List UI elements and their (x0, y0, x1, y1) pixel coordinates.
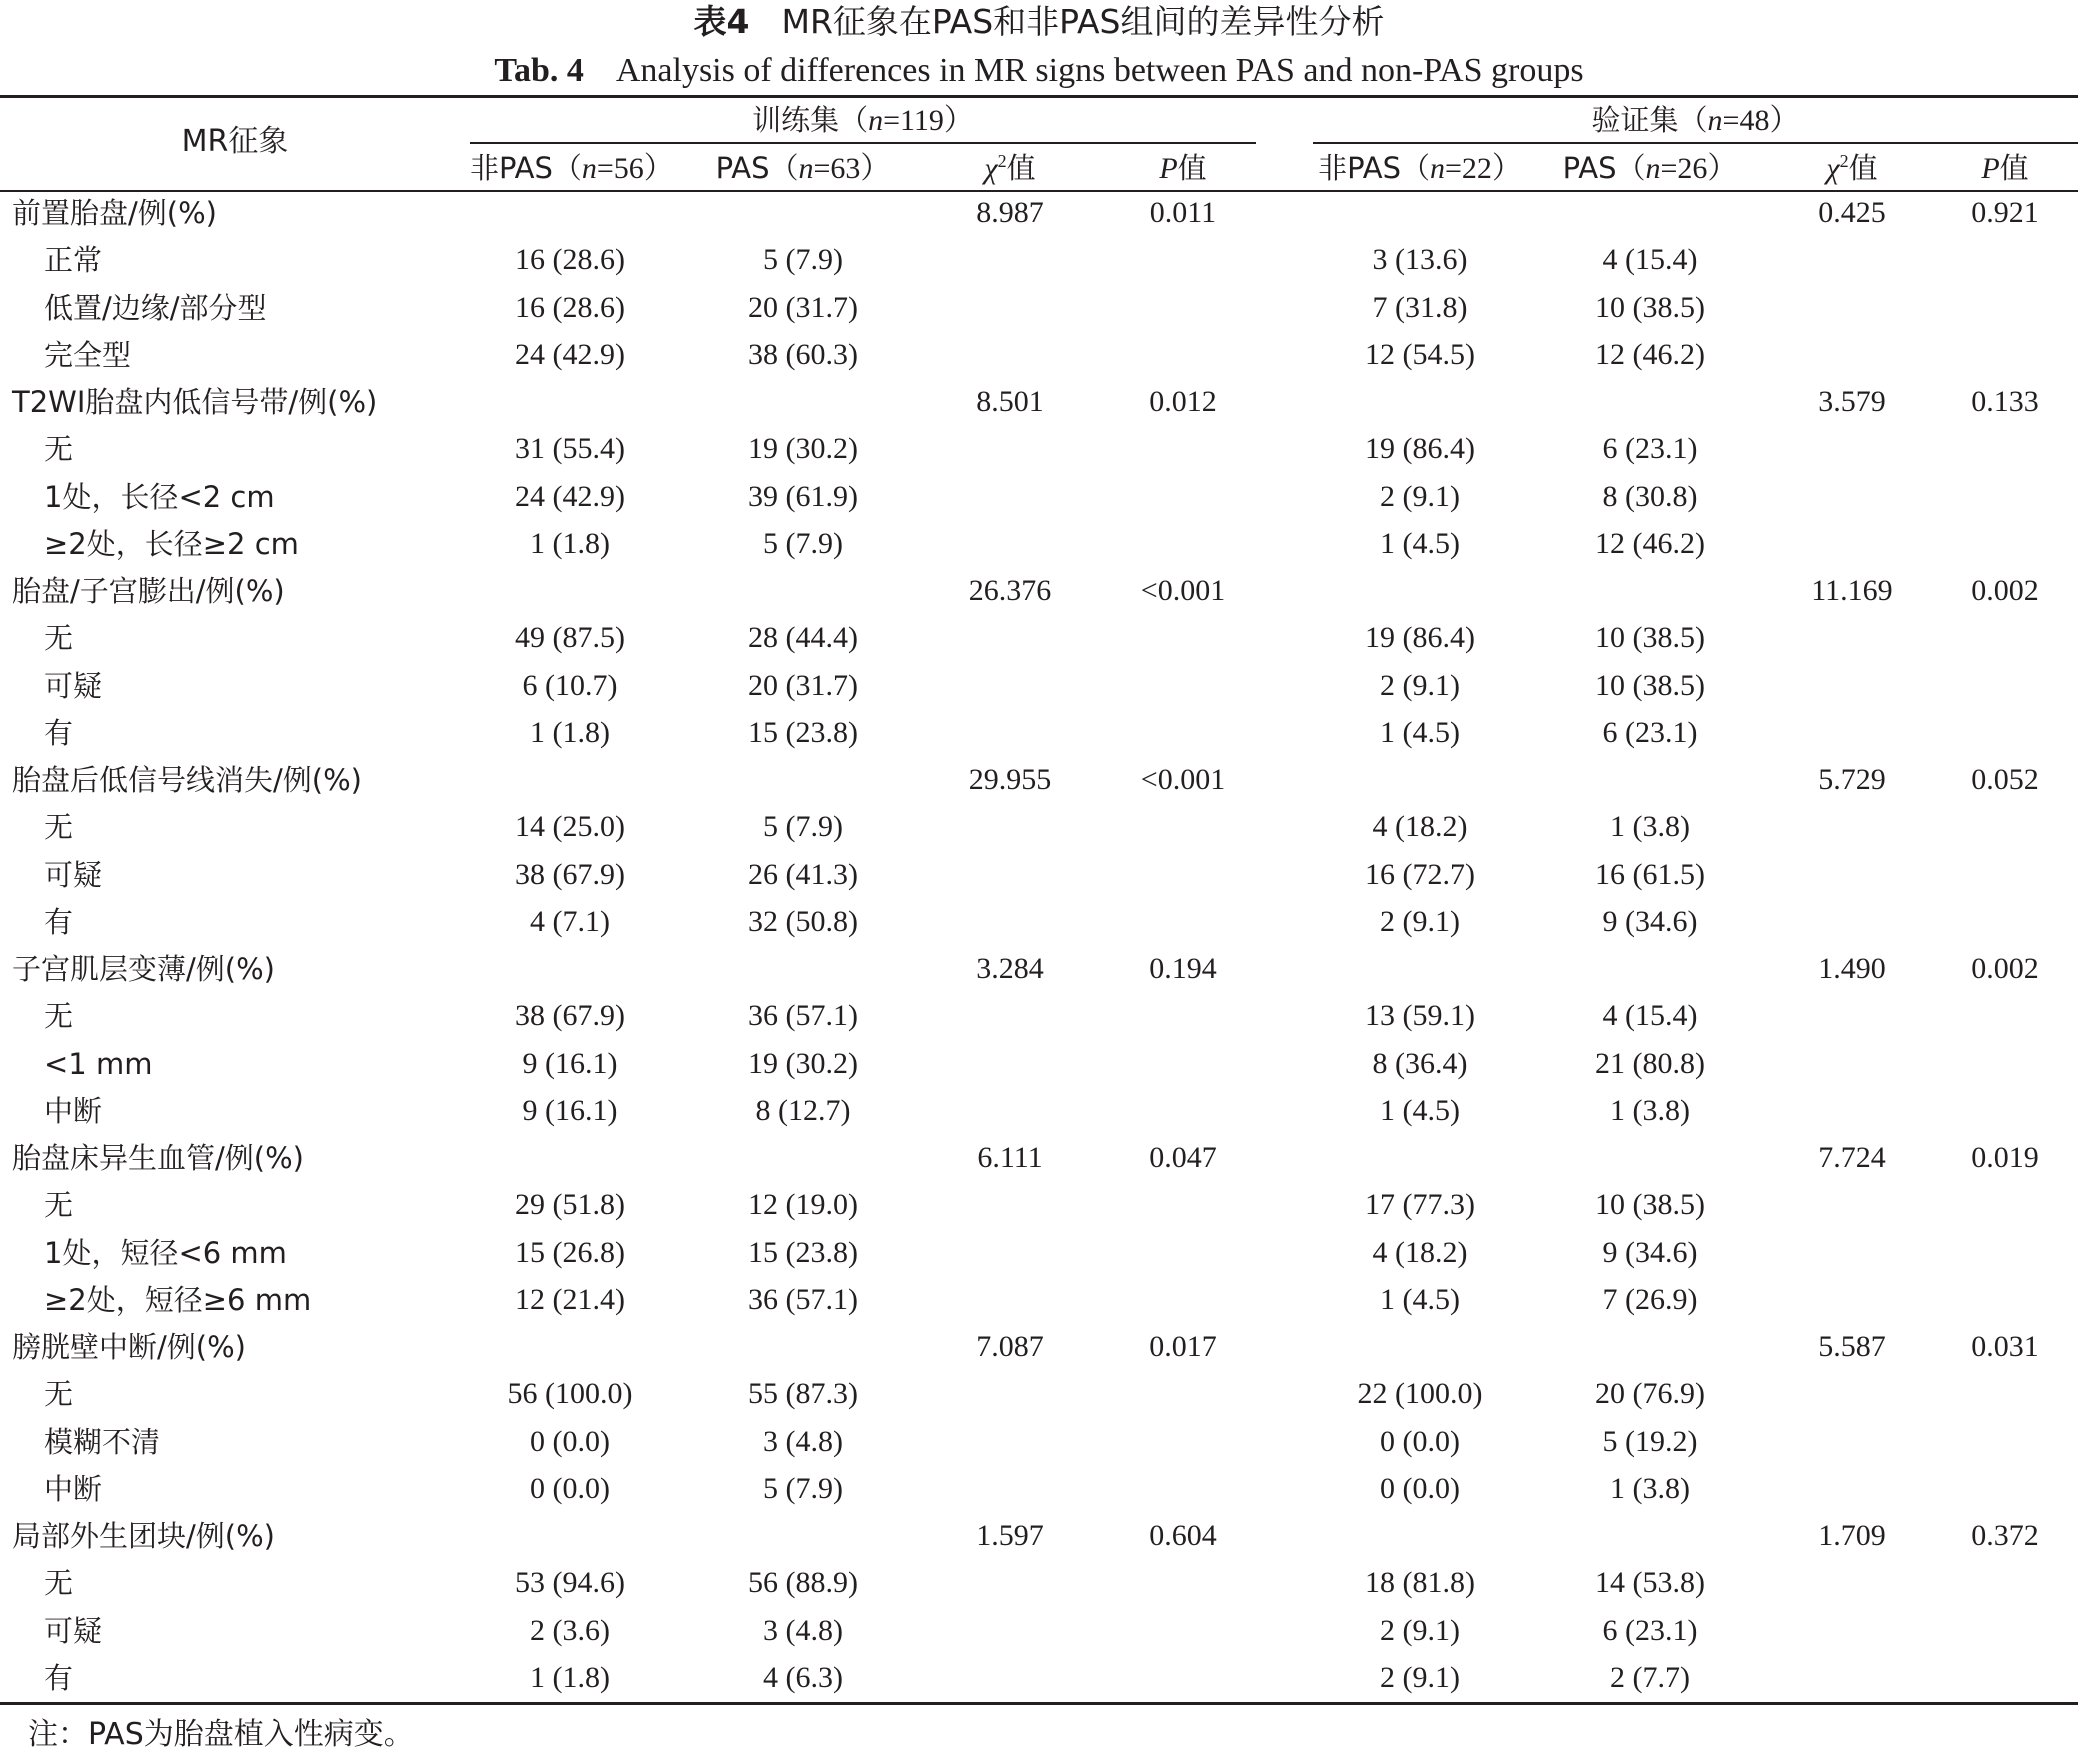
level-label: 中断 (44, 1472, 103, 1506)
level-label: 中断 (44, 1094, 103, 1128)
header-chi-val-symbol: χ (1826, 152, 1840, 185)
level-label: 低置/边缘/部分型 (44, 291, 267, 325)
cell-t-pas: 56 (88.9) (748, 1566, 858, 1599)
cell-t-p: 0.194 (1149, 952, 1217, 985)
cell-t-pas: 5 (7.9) (763, 527, 843, 560)
cell-v-pas: 14 (53.8) (1595, 1566, 1705, 1599)
header-nonpas-val-post: =22） (1444, 152, 1522, 185)
cell-t-pas: 3 (4.8) (763, 1425, 843, 1458)
cell-t-nonpas: 29 (51.8) (515, 1188, 625, 1221)
cell-v-p: 0.052 (1971, 763, 2039, 796)
cell-v-pas: 6 (23.1) (1602, 432, 1698, 465)
cell-t-nonpas: 1 (1.8) (530, 716, 610, 749)
cell-v-p: 0.002 (1971, 952, 2039, 985)
cell-v-p: 0.133 (1971, 385, 2039, 418)
cell-t-nonpas: 0 (0.0) (530, 1472, 610, 1505)
cell-v-nonpas: 18 (81.8) (1365, 1566, 1475, 1599)
cell-v-p: 0.372 (1971, 1519, 2039, 1552)
cell-v-pas: 4 (15.4) (1602, 243, 1698, 276)
bottom-rule (0, 1702, 2078, 1705)
level-label: 正常 (44, 243, 103, 277)
level-label: 1处，长径<2 cm (44, 480, 275, 514)
cell-v-nonpas: 0 (0.0) (1380, 1425, 1460, 1458)
cell-v-pas: 10 (38.5) (1595, 621, 1705, 654)
header-nonpas-train-n: n (581, 152, 597, 185)
header-pas-train-pre: PAS（ (715, 151, 799, 185)
cell-v-nonpas: 0 (0.0) (1380, 1472, 1460, 1505)
cell-v-nonpas: 19 (86.4) (1365, 621, 1475, 654)
cell-v-chi: 11.169 (1811, 574, 1893, 607)
header-validation-post: =48） (1722, 104, 1800, 137)
cell-v-nonpas: 8 (36.4) (1372, 1047, 1468, 1080)
table-footnote: 注：PAS为胎盘植入性病变。 (28, 1717, 414, 1752)
top-rule (0, 95, 2078, 98)
header-nonpas-train-pre: 非PAS（ (470, 151, 582, 185)
cell-t-p: 0.017 (1149, 1330, 1217, 1363)
table-title-cn: MR征象在PAS和非PAS组间的差异性分析 (781, 2, 1385, 41)
cell-v-pas: 12 (46.2) (1595, 527, 1705, 560)
cell-t-pas: 5 (7.9) (763, 1472, 843, 1505)
header-chi-val-suffix: 值 (1848, 151, 1878, 185)
header-pas-train-post: =63） (813, 152, 891, 185)
cell-v-p: 0.002 (1971, 574, 2039, 607)
cell-t-pas: 19 (30.2) (748, 1047, 858, 1080)
cell-v-chi: 5.587 (1818, 1330, 1886, 1363)
cell-v-nonpas: 22 (100.0) (1357, 1377, 1483, 1410)
cell-t-pas: 3 (4.8) (763, 1614, 843, 1647)
cell-t-pas: 20 (31.7) (748, 291, 858, 324)
cell-t-chi: 7.087 (976, 1330, 1044, 1363)
cell-t-nonpas: 0 (0.0) (530, 1425, 610, 1458)
cell-t-pas: 32 (50.8) (748, 905, 858, 938)
cell-v-nonpas: 1 (4.5) (1380, 527, 1460, 560)
cell-t-p: 0.012 (1149, 385, 1217, 418)
category-label: 胎盘床异生血管/例(%) (12, 1141, 304, 1175)
cell-v-pas: 10 (38.5) (1595, 1188, 1705, 1221)
level-label: 无 (44, 810, 74, 844)
cell-t-nonpas: 31 (55.4) (515, 432, 625, 465)
header-nonpas-train-post: =56） (596, 152, 674, 185)
level-label: 1处，短径<6 mm (44, 1236, 287, 1270)
header-validation-pre: 验证集（ (1591, 103, 1708, 137)
header-training-group (470, 100, 1256, 141)
cell-v-nonpas: 12 (54.5) (1365, 338, 1475, 371)
cell-v-nonpas: 17 (77.3) (1365, 1188, 1475, 1221)
header-pas-val-post: =26） (1660, 152, 1738, 185)
cell-v-nonpas: 7 (31.8) (1372, 291, 1468, 324)
level-label: 无 (44, 999, 74, 1033)
cell-v-pas: 12 (46.2) (1595, 338, 1705, 371)
cell-v-chi: 0.425 (1818, 196, 1886, 229)
level-label: 无 (44, 432, 74, 466)
cell-t-pas: 4 (6.3) (763, 1661, 843, 1694)
cell-v-pas: 8 (30.8) (1602, 480, 1698, 513)
level-label: 完全型 (44, 338, 132, 372)
cell-t-nonpas: 15 (26.8) (515, 1236, 625, 1269)
header-p-train (1113, 148, 1253, 189)
cell-t-nonpas: 38 (67.9) (515, 858, 625, 891)
cell-v-nonpas: 2 (9.1) (1380, 669, 1460, 702)
cell-v-nonpas: 2 (9.1) (1380, 480, 1460, 513)
cell-t-nonpas: 24 (42.9) (515, 338, 625, 371)
level-label: 有 (44, 1661, 74, 1695)
cell-v-nonpas: 1 (4.5) (1380, 716, 1460, 749)
header-pas-train (703, 148, 903, 189)
cell-t-p: 0.011 (1149, 196, 1217, 229)
cell-v-nonpas: 2 (9.1) (1380, 905, 1460, 938)
cell-t-pas: 8 (12.7) (755, 1094, 851, 1127)
cell-t-nonpas: 16 (28.6) (515, 291, 625, 324)
cell-v-pas: 2 (7.7) (1610, 1661, 1690, 1694)
cell-v-p: 0.921 (1971, 196, 2039, 229)
cell-t-nonpas: 9 (16.1) (522, 1094, 618, 1127)
cell-v-nonpas: 13 (59.1) (1365, 999, 1475, 1032)
category-label: 胎盘/子宫膨出/例(%) (12, 574, 285, 608)
header-nonpas-val-pre: 非PAS（ (1318, 151, 1430, 185)
cell-t-nonpas: 24 (42.9) (515, 480, 625, 513)
header-rule (0, 190, 2078, 192)
table-label-en: Tab. 4 (494, 52, 584, 89)
header-validation-n: n (1707, 104, 1723, 137)
header-chi-train-sup: 2 (997, 151, 1007, 171)
cell-t-pas: 20 (31.7) (748, 669, 858, 702)
cell-v-nonpas: 4 (18.2) (1372, 1236, 1468, 1269)
header-pas-val (1545, 148, 1755, 189)
level-label: ≥2处，短径≥6 mm (44, 1283, 312, 1317)
cell-t-chi: 29.955 (968, 763, 1052, 796)
header-training-n: n (868, 104, 884, 137)
cell-t-pas: 19 (30.2) (748, 432, 858, 465)
cell-t-nonpas: 38 (67.9) (515, 999, 625, 1032)
training-group-rule (470, 142, 1256, 144)
header-chi-val-sup: 2 (1839, 151, 1849, 171)
cell-v-pas: 21 (80.8) (1595, 1047, 1705, 1080)
cell-v-pas: 1 (3.8) (1610, 1472, 1690, 1505)
cell-v-chi: 1.490 (1818, 952, 1886, 985)
cell-v-pas: 6 (23.1) (1602, 1614, 1698, 1647)
cell-t-pas: 39 (61.9) (748, 480, 858, 513)
cell-v-p: 0.019 (1971, 1141, 2039, 1174)
header-p-val-symbol: P (1981, 152, 2000, 185)
header-nonpas-val-n: n (1429, 152, 1445, 185)
cell-t-nonpas: 2 (3.6) (530, 1614, 610, 1647)
cell-t-nonpas: 53 (94.6) (515, 1566, 625, 1599)
cell-v-pas: 7 (26.9) (1602, 1283, 1698, 1316)
category-label: 局部外生团块/例(%) (12, 1519, 275, 1553)
level-label: 无 (44, 1566, 74, 1600)
cell-t-nonpas: 56 (100.0) (507, 1377, 633, 1410)
cell-v-nonpas: 2 (9.1) (1380, 1614, 1460, 1647)
cell-v-nonpas: 1 (4.5) (1380, 1094, 1460, 1127)
cell-t-pas: 15 (23.8) (748, 1236, 858, 1269)
cell-t-pas: 26 (41.3) (748, 858, 858, 891)
level-label: 模糊不清 (44, 1425, 161, 1459)
header-p-train-suffix: 值 (1177, 151, 1207, 185)
header-pas-val-n: n (1645, 152, 1661, 185)
table-title-en: Analysis of differences in MR signs between PAS and non-PAS groups (615, 52, 1584, 89)
cell-t-pas: 28 (44.4) (748, 621, 858, 654)
header-pas-val-pre: PAS（ (1562, 151, 1646, 185)
table-caption-en (0, 50, 2078, 92)
cell-t-nonpas: 1 (1.8) (530, 527, 610, 560)
level-label: 可疑 (44, 669, 103, 703)
cell-v-pas: 1 (3.8) (1610, 810, 1690, 843)
cell-v-nonpas: 3 (13.6) (1372, 243, 1468, 276)
header-chi-val (1782, 148, 1922, 189)
cell-t-nonpas: 14 (25.0) (515, 810, 625, 843)
level-label: 可疑 (44, 858, 103, 892)
cell-t-nonpas: 6 (10.7) (522, 669, 618, 702)
level-label: 有 (44, 716, 74, 750)
cell-v-pas: 9 (34.6) (1602, 905, 1698, 938)
header-mr-sign: MR征象 (181, 124, 289, 159)
cell-t-pas: 5 (7.9) (763, 243, 843, 276)
cell-v-chi: 1.709 (1818, 1519, 1886, 1552)
cell-v-nonpas: 19 (86.4) (1365, 432, 1475, 465)
header-chi-train-symbol: χ (984, 152, 998, 185)
cell-v-pas: 1 (3.8) (1610, 1094, 1690, 1127)
header-p-val-suffix: 值 (1999, 151, 2029, 185)
cell-t-chi: 8.987 (976, 196, 1044, 229)
cell-t-pas: 5 (7.9) (763, 810, 843, 843)
cell-t-nonpas: 12 (21.4) (515, 1283, 625, 1316)
level-label: 无 (44, 1377, 74, 1411)
level-label: 无 (44, 621, 74, 655)
cell-v-p: 0.031 (1971, 1330, 2039, 1363)
cell-v-nonpas: 16 (72.7) (1365, 858, 1475, 891)
category-label: T2WI胎盘内低信号带/例(%) (12, 385, 378, 419)
header-validation-group (1313, 100, 2078, 141)
header-training-pre: 训练集（ (752, 103, 869, 137)
level-label: 可疑 (44, 1614, 103, 1648)
cell-t-nonpas: 9 (16.1) (522, 1047, 618, 1080)
category-label: 胎盘后低信号线消失/例(%) (12, 763, 362, 797)
cell-t-nonpas: 1 (1.8) (530, 1661, 610, 1694)
table-label-cn: 表4 (693, 2, 750, 41)
header-chi-train (940, 148, 1080, 189)
cell-t-nonpas: 49 (87.5) (515, 621, 625, 654)
cell-t-pas: 55 (87.3) (748, 1377, 858, 1410)
category-label: 膀胱壁中断/例(%) (12, 1330, 246, 1364)
cell-t-p: <0.001 (1140, 763, 1226, 796)
category-label: 前置胎盘/例(%) (12, 196, 217, 230)
cell-v-nonpas: 2 (9.1) (1380, 1661, 1460, 1694)
level-label: 有 (44, 905, 74, 939)
header-nonpas-train (470, 148, 674, 189)
cell-v-pas: 16 (61.5) (1595, 858, 1705, 891)
cell-v-pas: 4 (15.4) (1602, 999, 1698, 1032)
cell-t-chi: 26.376 (968, 574, 1052, 607)
cell-v-nonpas: 1 (4.5) (1380, 1283, 1460, 1316)
category-label: 子宫肌层变薄/例(%) (12, 952, 275, 986)
cell-t-p: <0.001 (1140, 574, 1226, 607)
cell-t-p: 0.604 (1149, 1519, 1217, 1552)
cell-t-chi: 8.501 (976, 385, 1044, 418)
level-label: <1 mm (44, 1047, 153, 1081)
cell-v-chi: 3.579 (1818, 385, 1886, 418)
cell-t-chi: 6.111 (977, 1141, 1043, 1174)
cell-t-pas: 36 (57.1) (748, 999, 858, 1032)
cell-t-pas: 12 (19.0) (748, 1188, 858, 1221)
level-label: ≥2处，长径≥2 cm (44, 527, 299, 561)
cell-t-nonpas: 16 (28.6) (515, 243, 625, 276)
header-p-val (1935, 148, 2075, 189)
cell-v-pas: 6 (23.1) (1602, 716, 1698, 749)
cell-v-pas: 5 (19.2) (1602, 1425, 1698, 1458)
cell-v-chi: 5.729 (1818, 763, 1886, 796)
validation-group-rule (1313, 142, 2078, 144)
header-p-train-symbol: P (1159, 152, 1178, 185)
header-training-post: =119） (883, 104, 974, 137)
cell-t-nonpas: 4 (7.1) (530, 905, 610, 938)
cell-v-pas: 20 (76.9) (1595, 1377, 1705, 1410)
header-nonpas-val (1310, 148, 1530, 189)
cell-v-pas: 10 (38.5) (1595, 291, 1705, 324)
cell-t-pas: 38 (60.3) (748, 338, 858, 371)
table-caption-cn (0, 2, 2078, 42)
header-pas-train-n: n (798, 152, 814, 185)
cell-v-pas: 9 (34.6) (1602, 1236, 1698, 1269)
cell-t-chi: 3.284 (976, 952, 1044, 985)
cell-t-pas: 36 (57.1) (748, 1283, 858, 1316)
cell-v-pas: 10 (38.5) (1595, 669, 1705, 702)
cell-t-chi: 1.597 (976, 1519, 1044, 1552)
cell-t-p: 0.047 (1149, 1141, 1217, 1174)
level-label: 无 (44, 1188, 74, 1222)
header-chi-train-suffix: 值 (1006, 151, 1036, 185)
cell-v-nonpas: 4 (18.2) (1372, 810, 1468, 843)
cell-t-pas: 15 (23.8) (748, 716, 858, 749)
cell-v-chi: 7.724 (1818, 1141, 1886, 1174)
